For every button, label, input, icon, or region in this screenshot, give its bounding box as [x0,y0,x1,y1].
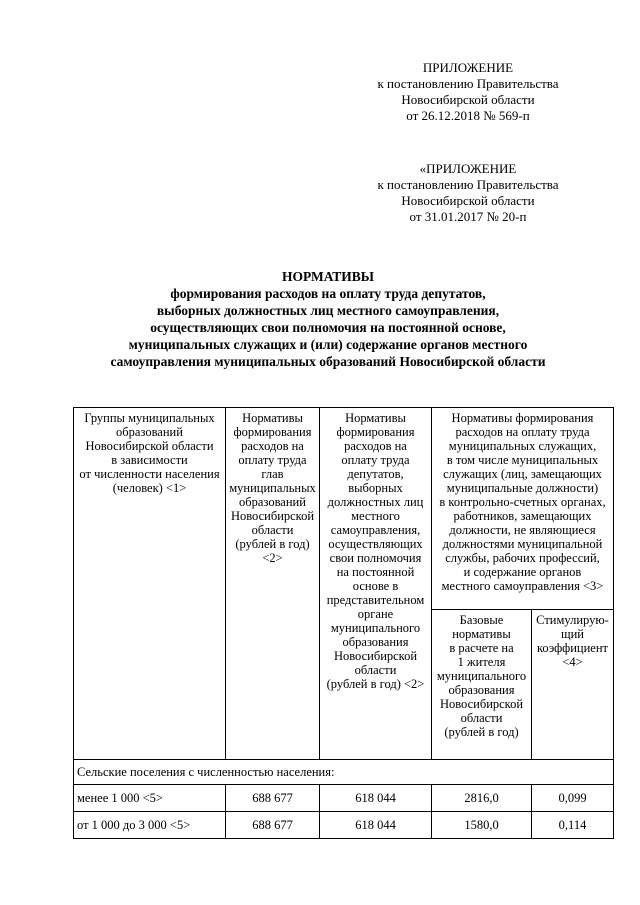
header-line: расходов на [241,439,304,453]
header-line: Группы муниципальных [84,411,215,425]
table-row [74,785,614,812]
header-line: глав [261,467,284,481]
appendix-line: Новосибирской области [401,193,535,208]
header-line: <4> [562,655,583,669]
header-line: Нормативы формирования [451,411,594,425]
header-line: области [460,711,503,725]
appendix-line: «ПРИЛОЖЕНИЕ [419,161,517,176]
header-line: муниципальных служащих, [448,439,597,453]
header-line: муниципальные должности) [446,481,599,495]
header-coefficient [532,610,614,760]
header-line: Нормативы [242,411,303,425]
row-coefficient-value: 0,114 [532,812,614,839]
header-line: в том числе муниципальных [446,453,599,467]
row-heads-value: 688 677 [226,785,320,812]
title-line: выборных должностных лиц местного самоуправления, [156,303,500,318]
header-line: расходов на [344,439,407,453]
header-line: оплату труда [238,453,307,467]
header-line: от численности населения [79,467,220,481]
header-line: и содержание органов [463,565,582,579]
header-line: <2> [262,551,283,565]
header-line: формирования [233,425,312,439]
header-line: Нормативы [345,411,406,425]
row-group: менее 1 000 <5> [74,785,226,812]
header-line: нормативы [452,627,511,641]
section-row: Сельские поселения с численностью населения: [74,760,614,785]
row-base-value: 1580,0 [432,812,532,839]
header-line: области [251,523,294,537]
header-line: местного самоуправления <3> [441,579,604,593]
header-line: расходов на оплату труда [455,425,590,439]
appendix-previous [348,161,588,225]
header-line: (рублей в год) [235,537,310,551]
header-line: должностных лиц [327,495,424,509]
appendix-line: ПРИЛОЖЕНИЕ [422,60,514,75]
header-line: оплату труда [341,453,410,467]
header-line: муниципального [330,621,421,635]
row-deputies-value: 618 044 [320,812,432,839]
title-line: осуществляющих свои полномочия на постоянной основе, [150,320,506,335]
header-line: выборных [348,481,403,495]
header-line: коэффициент [536,641,609,655]
appendix-line: Новосибирской области [401,92,535,107]
header-line: основе в [352,579,399,593]
norms-table [73,407,614,839]
appendix-line: от 26.12.2018 № 569-п [406,108,530,123]
header-line: депутатов, [347,467,404,481]
appendix-line: к постановлению Правительства [377,177,559,192]
header-staff-norms [432,408,614,610]
header-deputies-norms [320,408,432,760]
appendix-line: от 31.01.2017 № 20-п [409,209,527,224]
header-line: муниципальных [229,481,316,495]
document-title [60,268,596,370]
header-line: образования [448,683,515,697]
header-line: образований [239,495,306,509]
header-line: осуществляющих [328,537,423,551]
header-line: Новосибирской области [85,439,214,453]
appendix-current [348,60,588,124]
header-line: Новосибирской [439,697,524,711]
header-line: в контрольно-счетных органах, [439,495,606,509]
header-groups [74,408,226,760]
header-line: Базовые [459,613,504,627]
title-line: муниципальных служащих и (или) содержание органов местного [128,337,528,352]
header-line: формирования [336,425,415,439]
header-line: на постоянной [336,565,415,579]
header-line: служащих (лиц, замещающих [443,467,602,481]
header-line: (человек) <1> [112,481,187,495]
header-line: (рублей в год) <2> [326,677,425,691]
title-line: самоуправления муниципальных образований Новосибирской области [110,354,546,369]
title-line: формирования расходов на оплату труда депутатов, [170,286,486,301]
header-line: Новосибирской [230,509,315,523]
header-line: свои полномочия [329,551,422,565]
header-line: должностями муниципальной [442,537,603,551]
header-line: образования [342,635,409,649]
header-line: работников, замещающих [453,509,592,523]
header-line: области [354,663,397,677]
header-line: представительном [326,593,425,607]
header-line: Стимулирую- [536,613,609,627]
header-line: местного [351,509,400,523]
appendix-line: к постановлению Правительства [377,76,559,91]
row-heads-value: 688 677 [226,812,320,839]
header-line: муниципального [436,669,527,683]
header-line: органе [357,607,394,621]
row-group: от 1 000 до 3 000 <5> [74,812,226,839]
header-line: 1 жителя [457,655,506,669]
table-row [74,812,614,839]
header-line: щий [560,627,584,641]
row-base-value: 2816,0 [432,785,532,812]
header-line: в зависимости [111,453,188,467]
header-line: самоуправления, [330,523,421,537]
row-deputies-value: 618 044 [320,785,432,812]
header-line: образований [116,425,183,439]
title-heading: НОРМАТИВЫ [281,269,375,284]
header-heads-norms [226,408,320,760]
header-line: (рублей в год) [444,725,519,739]
header-line: Новосибирской [333,649,418,663]
header-line: в расчете на [449,641,514,655]
header-line: должности, не являющиеся [449,523,596,537]
header-base-norms [432,610,532,760]
header-line: службы, рабочих профессий, [445,551,600,565]
row-coefficient-value: 0,099 [532,785,614,812]
